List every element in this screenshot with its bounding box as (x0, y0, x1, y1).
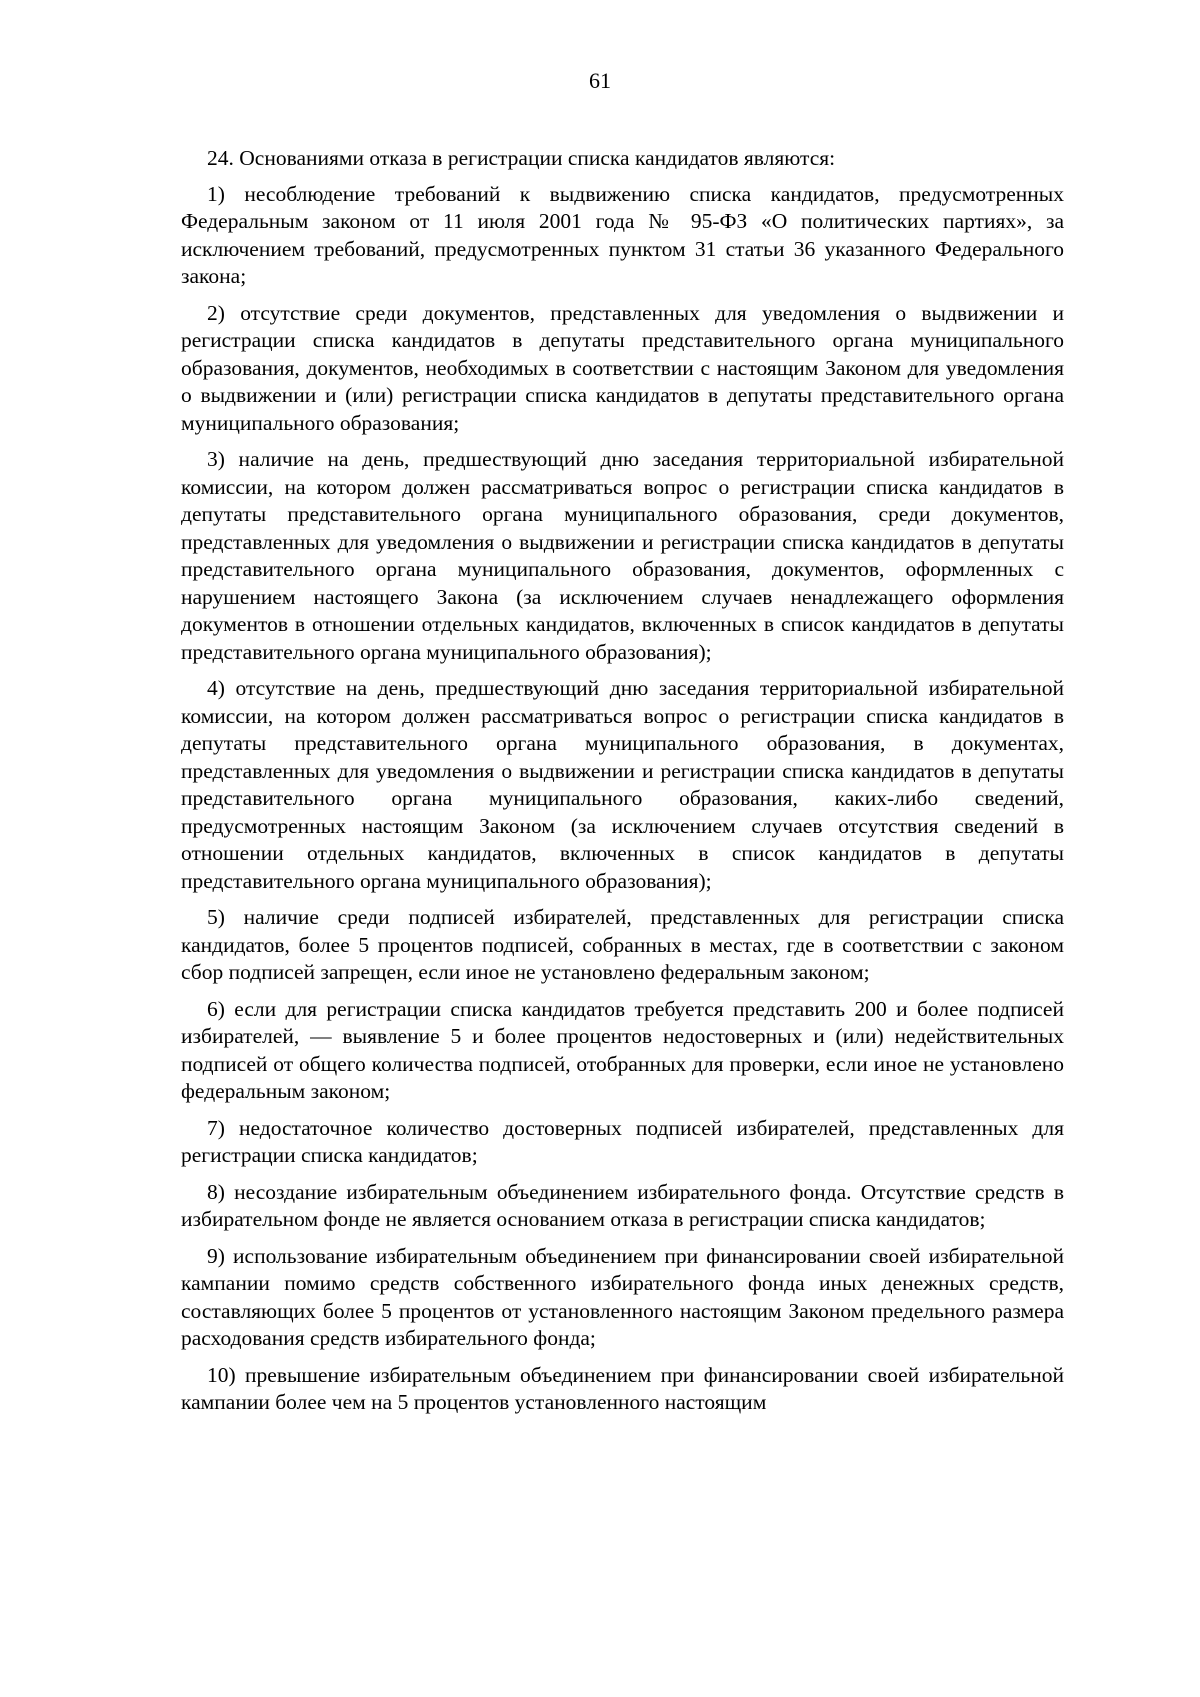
list-item-4: 4) отсутствие на день, предшествующий дню заседания территориальной избирательной комиссии, на котором должен рассматриваться вопрос о регистрации списка кандидатов в депутаты представительного органа муниципального образования, в документах, представленных для уведомления о выдвижении и регистрации списка кандидатов в депутаты представительного органа муниципального образования, каких-либо сведений, предусмотренных настоящим Законом (за исключением случаев отсутствия сведений в отношении отдельных кандидатов, включенных в список кандидатов в депутаты представительного органа муниципального образования); (181, 676, 1064, 893)
section-heading: 24. Основаниями отказа в регистрации списка кандидатов являются: (207, 146, 836, 170)
document-body (181, 145, 1064, 1426)
list-item-9: 9) использование избирательным объединением при финансировании своей избирательной кампании помимо средств собственного избирательного фонда иных денежных средств, составляющих более 5 процентов от установленного настоящим Законом предельного размера расходования средств избирательного фонда; (181, 1243, 1064, 1350)
list-item-6: 6) если для регистрации списка кандидатов требуется представить 200 и более подписей избирателей, — выявление 5 и более процентов недостоверных и (или) недействительных подписей от общего количества подписей, отобранных для проверки, если иное не установлено федеральным законом; (181, 996, 1064, 1103)
list-item-3: 3) наличие на день, предшествующий дню заседания территориальной избирательной комиссии, на котором должен рассматриваться вопрос о регистрации списка кандидатов в депутаты представительного органа муниципального образования, среди документов, представленных для уведомления о выдвижении и регистрации списка кандидатов в депутаты представительного органа муниципального образования, документов, оформленных с нарушением настоящего Закона (за исключением случаев ненадлежащего оформления документов в отношении отдельных кандидатов, включенных в список кандидатов в депутаты представительного органа муниципального образования); (181, 447, 1064, 664)
list-item-1: 1) несоблюдение требований к выдвижению списка кандидатов, предусмотренных Федеральным законом от 11 июля 2001 года № 95-ФЗ «О политических партиях», за исключением требований, предусмотренных пунктом 31 статьи 36 указанного Федерального закона; (181, 181, 1064, 288)
list-item-2: 2) отсутствие среди документов, представленных для уведомления о выдвижении и регистрации списка кандидатов в депутаты представительного органа муниципального образования, документов, необходимых в соответствии с настоящим Законом для уведомления о выдвижении и (или) регистрации списка кандидатов в депутаты представительного органа муниципального образования; (181, 300, 1064, 435)
page-number: 61 (589, 68, 611, 93)
list-item-8: 8) несоздание избирательным объединением избирательного фонда. Отсутствие средств в избирательном фонде не является основанием отказа в регистрации списка кандидатов; (181, 1179, 1064, 1231)
list-item-10: 10) превышение избирательным объединением при финансировании своей избирательной кампании более чем на 5 процентов установленного настоящим (181, 1362, 1064, 1414)
list-item-7: 7) недостаточное количество достоверных подписей избирателей, представленных для регистрации списка кандидатов; (181, 1115, 1064, 1167)
list-item-5: 5) наличие среди подписей избирателей, представленных для регистрации списка кандидатов, более 5 процентов подписей, собранных в местах, где в соответствии с законом сбор подписей запрещен, если иное не установлено федеральным законом; (181, 905, 1064, 984)
